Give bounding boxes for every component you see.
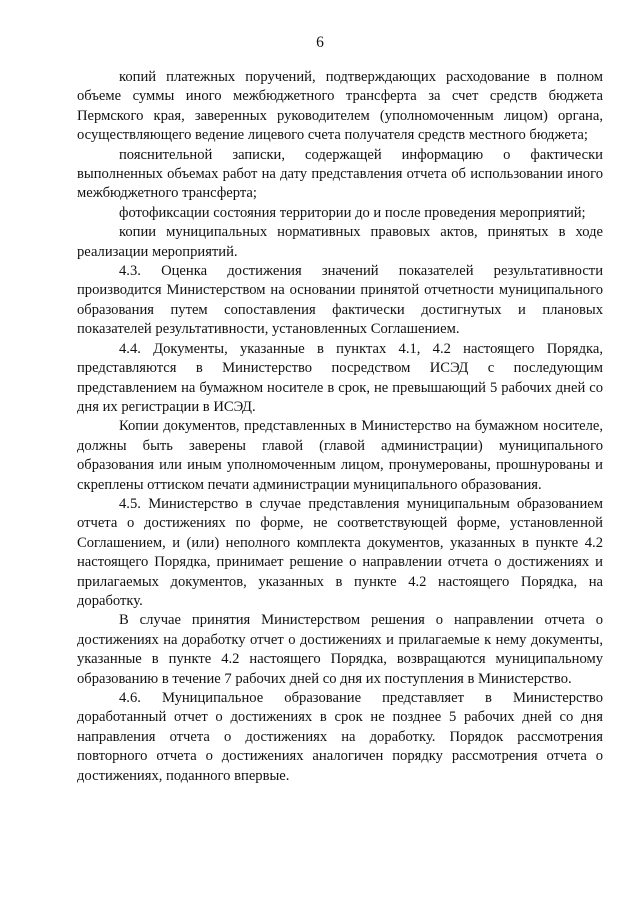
paragraph-municipal-acts: копии муниципальных нормативных правовых актов, принятых в ходе реализации мероприятий. xyxy=(77,224,603,260)
paragraph-4-6: 4.6. Муниципальное образование представляет в Министерство доработанный отчет о достижениях в срок не позднее 5 рабочих дней со дня направления отчета о достижениях на доработку. Порядок рассмотрения повторного отчета о достижениях аналогичен порядку рассмотрения отчета о достижениях, поданного впервые. xyxy=(77,690,603,784)
paragraph-return-for-revision: В случае принятия Министерством решения о направлении отчета о достижениях на доработку отчет о достижениях и прилагаемые к нему документы, указанные в пункте 4.2 настоящего Порядка, возвращаются муниципальному образованию в течение 7 рабочих дней со дня их поступления в Министерство. xyxy=(77,612,603,687)
paragraph-4-5: 4.5. Министерство в случае представления муниципальным образованием отчета о достижениях по форме, не соответствующей форме, установленной Соглашением, и (или) неполного комплекта документов, указанных в пункте 4.2 настоящего Порядка, принимает решение о направлении отчета о достижениях и прилагаемых документов, указанных в пункте 4.2 настоящего Порядка, на доработку. xyxy=(77,495,603,609)
paragraph-document-copies: Копии документов, представленных в Министерство на бумажном носителе, должны быть заверены главой (главой администрации) муниципального образования или иным уполномоченным лицом, пронумерованы, прошнурованы и скреплены оттиском печати администрации муниципального образования. xyxy=(77,418,603,493)
paragraph-4-4: 4.4. Документы, указанные в пунктах 4.1, 4.2 настоящего Порядка, представляются в Министерство посредством ИСЭД с последующим представлением на бумажном носителе в срок, не превышающий 5 рабочих дней со дня их регистрации в ИСЭД. xyxy=(77,340,603,415)
paragraph-photo-recording: фотофиксации состояния территории до и после проведения мероприятий; xyxy=(119,204,586,221)
page-number: 6 xyxy=(316,34,324,51)
paragraph-explanatory-note: пояснительной записки, содержащей информацию о фактически выполненных объемах работ на дату представления отчета об использовании иного межбюджетного трансферта; xyxy=(77,146,603,202)
paragraph-payment-orders: копий платежных поручений, подтверждающих расходование в полном объеме суммы иного межбюджетного трансферта за счет средств бюджета Пермского края, заверенных руководителем (уполномоченным лицом) органа, осуществляющего ведение лицевого счета получателя средств местного бюджета; xyxy=(77,69,603,144)
document-body xyxy=(77,68,603,786)
paragraph-4-3: 4.3. Оценка достижения значений показателей результативности производится Министерством на основании принятой отчетности муниципального образования путем сопоставления фактически достигнутых и плановых показателей результативности, установленных Соглашением. xyxy=(77,263,603,338)
